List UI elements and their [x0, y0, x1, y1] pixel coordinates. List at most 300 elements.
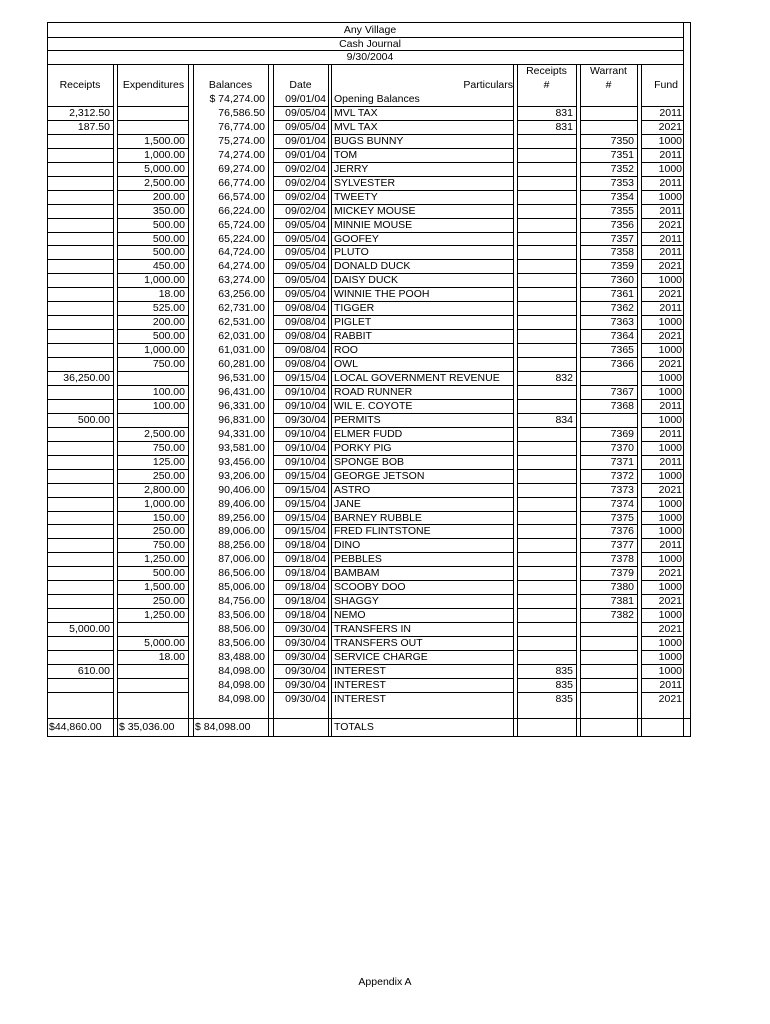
row-separator-warrant-number — [580, 678, 637, 679]
row-date-cell: 09/15/04 — [285, 497, 326, 510]
row-balance-cell: 90,406.00 — [218, 483, 265, 496]
row-fund-cell: 2021 — [658, 358, 682, 371]
row-separator-expenditures — [117, 636, 188, 637]
row-separator-receipts — [47, 106, 113, 107]
row-separator-date — [273, 622, 328, 623]
row-separator-receipt-number — [517, 315, 576, 316]
row-fund-cell: 2021 — [658, 218, 682, 231]
frame-right-outer-line — [690, 22, 691, 737]
row-warrant-number-cell: 7350 — [610, 134, 634, 147]
row-date-cell: 09/02/04 — [285, 162, 326, 175]
row-separator-expenditures — [117, 580, 188, 581]
row-receipt-number-cell: 832 — [555, 372, 573, 384]
row-separator-fund — [641, 594, 684, 595]
row-separator-particulars — [331, 245, 513, 246]
row-separator-warrant-number — [580, 636, 637, 637]
row-warrant-number-cell: 7353 — [610, 176, 634, 189]
row-particulars-cell: JERRY — [334, 162, 369, 175]
row-separator-expenditures — [117, 273, 188, 274]
row-balance-cell: 69,274.00 — [218, 162, 265, 175]
row-separator-particulars — [331, 190, 513, 191]
row-separator-particulars — [331, 441, 513, 442]
row-date-cell: 09/01/04 — [285, 134, 326, 147]
row-balance-cell: 74,274.00 — [218, 148, 265, 161]
row-separator-particulars — [331, 692, 513, 693]
row-separator-expenditures — [117, 148, 188, 149]
row-expenditures-cell: 5,000.00 — [144, 162, 185, 175]
row-separator-fund — [641, 552, 684, 553]
row-particulars-cell: GOOFEY — [334, 232, 379, 245]
row-balance-cell: 86,506.00 — [218, 567, 265, 580]
row-separator-particulars — [331, 273, 513, 274]
row-separator-particulars — [331, 287, 513, 288]
row-warrant-number-cell: 7370 — [610, 441, 634, 454]
row-separator-receipt-number — [517, 650, 576, 651]
row-warrant-number-cell: 7354 — [610, 190, 634, 203]
row-separator-particulars — [331, 566, 513, 567]
row-particulars-cell: PLUTO — [334, 246, 369, 259]
row-separator-receipt-number — [517, 636, 576, 637]
row-separator-date — [273, 455, 328, 456]
row-separator-particulars — [331, 580, 513, 581]
row-separator-receipts — [47, 329, 113, 330]
row-warrant-number-cell: 7382 — [610, 609, 634, 622]
row-receipts-cell: 2,312.50 — [69, 106, 110, 119]
row-separator-fund — [641, 483, 684, 484]
row-separator-expenditures — [117, 162, 188, 163]
row-separator-fund — [641, 427, 684, 428]
row-separator-expenditures — [117, 594, 188, 595]
row-separator-warrant-number — [580, 580, 637, 581]
row-balance-cell: 66,774.00 — [218, 176, 265, 189]
row-separator-fund — [641, 650, 684, 651]
column-line-receipts — [113, 64, 114, 736]
row-separator-receipts — [47, 134, 113, 135]
total-expenditures: $ 35,036.00 — [119, 721, 175, 733]
row-separator-receipts — [47, 511, 113, 512]
row-expenditures-cell: 500.00 — [152, 567, 185, 580]
row-fund-cell: 1000 — [658, 441, 682, 454]
row-separator-particulars — [331, 259, 513, 260]
row-warrant-number-cell: 7357 — [610, 232, 634, 245]
row-separator-date — [273, 650, 328, 651]
col-header-fund: Fund — [654, 79, 678, 91]
col-header-particulars: Particulars — [463, 79, 513, 91]
row-separator-warrant-number — [580, 538, 637, 539]
row-separator-warrant-number — [580, 566, 637, 567]
row-date-cell: 09/02/04 — [285, 190, 326, 203]
row-balance-cell: 89,406.00 — [218, 497, 265, 510]
row-separator-fund — [641, 148, 684, 149]
row-separator-expenditures — [117, 483, 188, 484]
row-separator-receipts — [47, 622, 113, 623]
row-receipts-cell: 500.00 — [77, 413, 110, 426]
row-separator-date — [273, 106, 328, 107]
row-separator-expenditures — [117, 357, 188, 358]
row-fund-cell: 1000 — [658, 372, 682, 384]
row-separator-receipt-number — [517, 441, 576, 442]
row-separator-fund — [641, 315, 684, 316]
row-separator-expenditures — [117, 664, 188, 665]
row-separator-fund — [641, 580, 684, 581]
row-separator-warrant-number — [580, 399, 637, 400]
row-separator-receipts — [47, 538, 113, 539]
row-separator-receipt-number — [517, 371, 576, 372]
row-separator-receipt-number — [517, 692, 576, 693]
row-separator-fund — [641, 204, 684, 205]
row-separator-receipt-number — [517, 148, 576, 149]
row-particulars-cell: SYLVESTER — [334, 176, 396, 189]
row-fund-cell: 2021 — [658, 330, 682, 343]
row-fund-cell: 2011 — [659, 106, 682, 119]
row-balance-cell: 83,506.00 — [218, 609, 265, 622]
row-separator-date — [273, 371, 328, 372]
col-header-expenditures: Expenditures — [122, 79, 185, 91]
row-separator-receipt-number — [517, 232, 576, 233]
row-particulars-cell: PORKY PIG — [334, 441, 392, 454]
col-header-receipt-number: Receipts — [526, 65, 567, 77]
journal-title: Cash Journal — [339, 38, 401, 50]
col-header-balances: Balances — [208, 79, 253, 91]
row-separator-warrant-number — [580, 245, 637, 246]
row-separator-expenditures — [117, 399, 188, 400]
column-line-fund-left — [641, 64, 642, 736]
row-balance-cell: 93,456.00 — [218, 455, 265, 468]
row-separator-particulars — [331, 176, 513, 177]
row-separator-receipts — [47, 204, 113, 205]
row-separator-particulars — [331, 483, 513, 484]
row-expenditures-cell: 100.00 — [152, 385, 185, 398]
row-date-cell: 09/18/04 — [285, 609, 326, 622]
row-particulars-cell: INTEREST — [334, 678, 386, 691]
row-date-cell: 09/10/04 — [285, 385, 326, 398]
row-expenditures-cell: 2,800.00 — [144, 483, 185, 496]
row-warrant-number-cell: 7372 — [610, 469, 634, 482]
row-separator-particulars — [331, 636, 513, 637]
row-separator-expenditures — [117, 427, 188, 428]
row-separator-fund — [641, 106, 684, 107]
row-separator-expenditures — [117, 538, 188, 539]
row-separator-warrant-number — [580, 622, 637, 623]
row-separator-receipts — [47, 650, 113, 651]
row-fund-cell: 2021 — [658, 623, 682, 636]
row-separator-receipts — [47, 608, 113, 609]
row-separator-date — [273, 287, 328, 288]
row-separator-warrant-number — [580, 273, 637, 274]
row-separator-expenditures — [117, 134, 188, 135]
row-separator-date — [273, 204, 328, 205]
row-separator-receipt-number — [517, 538, 576, 539]
row-separator-warrant-number — [580, 162, 637, 163]
row-balance-cell: 89,006.00 — [218, 525, 265, 538]
column-line-particulars-right — [513, 64, 514, 736]
row-balance-cell: 87,006.00 — [218, 553, 265, 566]
row-separator-receipt-number — [517, 190, 576, 191]
row-separator-date — [273, 469, 328, 470]
row-separator-fund — [641, 273, 684, 274]
row-particulars-cell: JANE — [334, 497, 361, 510]
row-separator-receipts — [47, 385, 113, 386]
row-separator-receipts — [47, 287, 113, 288]
row-balance-cell: 65,724.00 — [218, 218, 265, 231]
row-warrant-number-cell: 7355 — [610, 204, 634, 217]
column-line-date-left — [273, 64, 274, 736]
row-particulars-cell: MVL TAX — [334, 106, 378, 119]
row-separator-expenditures — [117, 232, 188, 233]
row-particulars-cell: NEMO — [334, 609, 366, 622]
row-particulars-cell: OWL — [334, 358, 358, 371]
row-expenditures-cell: 150.00 — [152, 511, 185, 524]
row-separator-expenditures — [117, 301, 188, 302]
row-particulars-cell: RABBIT — [334, 330, 372, 343]
column-line-receipt-number-left — [517, 64, 518, 736]
row-separator-receipts — [47, 497, 113, 498]
row-date-cell: 09/10/04 — [285, 455, 326, 468]
row-separator-date — [273, 357, 328, 358]
row-expenditures-cell: 200.00 — [152, 190, 185, 203]
row-particulars-cell: ROAD RUNNER — [334, 385, 413, 398]
row-expenditures-cell: 750.00 — [152, 358, 185, 371]
journal-date: 9/30/2004 — [346, 51, 394, 63]
row-separator-warrant-number — [580, 190, 637, 191]
row-particulars-cell: PERMITS — [334, 413, 381, 426]
row-fund-cell: 1000 — [658, 469, 682, 482]
row-particulars-cell: DAISY DUCK — [334, 274, 398, 287]
row-expenditures-cell: 1,000.00 — [144, 344, 185, 357]
row-fund-cell: 1000 — [658, 274, 682, 287]
totals-rule — [47, 718, 691, 719]
row-separator-receipts — [47, 357, 113, 358]
row-separator-warrant-number — [580, 427, 637, 428]
row-separator-fund — [641, 678, 684, 679]
row-separator-particulars — [331, 162, 513, 163]
row-expenditures-cell: 1,250.00 — [144, 609, 185, 622]
row-separator-receipts — [47, 469, 113, 470]
row-balance-cell: 64,724.00 — [218, 246, 265, 259]
row-separator-warrant-number — [580, 357, 637, 358]
row-expenditures-cell: 1,500.00 — [144, 134, 185, 147]
row-balance-cell: 63,274.00 — [218, 274, 265, 287]
row-separator-warrant-number — [580, 106, 637, 107]
row-fund-cell: 1000 — [658, 134, 682, 147]
row-separator-fund — [641, 497, 684, 498]
row-expenditures-cell: 1,000.00 — [144, 148, 185, 161]
row-particulars-cell: TRANSFERS OUT — [334, 637, 423, 650]
row-separator-date — [273, 636, 328, 637]
row-separator-receipts — [47, 664, 113, 665]
column-line-warrant-number-right — [637, 64, 638, 736]
row-separator-particulars — [331, 343, 513, 344]
row-separator-receipts — [47, 427, 113, 428]
row-balance-cell: 93,206.00 — [218, 469, 265, 482]
row-separator-expenditures — [117, 343, 188, 344]
row-balance-cell: 96,831.00 — [218, 413, 265, 426]
row-expenditures-cell: 125.00 — [152, 455, 185, 468]
row-particulars-cell: ROO — [334, 344, 358, 357]
col-header-receipt-hash: # — [543, 79, 550, 91]
row-particulars-cell: TOM — [334, 148, 358, 161]
row-separator-receipts — [47, 594, 113, 595]
row-separator-receipt-number — [517, 497, 576, 498]
row-receipt-number-cell: 835 — [555, 664, 573, 677]
row-separator-expenditures — [117, 692, 188, 693]
row-date-cell: 09/10/04 — [285, 399, 326, 412]
row-particulars-cell: SERVICE CHARGE — [334, 651, 428, 663]
row-separator-particulars — [331, 232, 513, 233]
row-balance-cell: 96,331.00 — [218, 399, 265, 412]
row-separator-fund — [641, 511, 684, 512]
row-separator-particulars — [331, 608, 513, 609]
row-separator-particulars — [331, 371, 513, 372]
row-date-cell: 09/02/04 — [285, 176, 326, 189]
row-date-cell: 09/05/04 — [285, 106, 326, 119]
column-line-expenditures-left — [117, 64, 118, 736]
row-date-cell: 09/18/04 — [285, 581, 326, 594]
row-separator-receipt-number — [517, 273, 576, 274]
row-separator-expenditures — [117, 259, 188, 260]
row-particulars-cell: INTEREST — [334, 664, 386, 677]
row-separator-expenditures — [117, 622, 188, 623]
column-line-balances-right — [268, 64, 269, 736]
row-separator-particulars — [331, 315, 513, 316]
row-separator-warrant-number — [580, 120, 637, 121]
row-separator-warrant-number — [580, 134, 637, 135]
col-header-warrant-number: Warrant — [590, 65, 627, 77]
row-balance-cell: 83,488.00 — [218, 651, 265, 663]
column-line-expenditures-right — [188, 64, 189, 736]
row-separator-warrant-number — [580, 497, 637, 498]
row-separator-receipt-number — [517, 580, 576, 581]
row-separator-warrant-number — [580, 287, 637, 288]
row-expenditures-cell: 750.00 — [152, 441, 185, 454]
row-warrant-number-cell: 7375 — [610, 511, 634, 524]
row-fund-cell: 2011 — [659, 455, 682, 468]
row-fund-cell: 2011 — [659, 302, 682, 315]
row-separator-receipts — [47, 580, 113, 581]
row-separator-particulars — [331, 329, 513, 330]
row-particulars-cell: TRANSFERS IN — [334, 623, 412, 636]
row-warrant-number-cell: 7369 — [610, 427, 634, 440]
row-expenditures-cell: 450.00 — [152, 260, 185, 273]
row-separator-receipts — [47, 273, 113, 274]
col-header-receipts: Receipts — [59, 79, 101, 91]
row-particulars-cell: MICKEY MOUSE — [334, 204, 416, 217]
row-warrant-number-cell: 7380 — [610, 581, 634, 594]
row-receipt-number-cell: 835 — [555, 678, 573, 691]
col-header-date: Date — [289, 79, 312, 91]
row-fund-cell: 2021 — [658, 120, 682, 133]
row-fund-cell: 2021 — [658, 260, 682, 273]
row-separator-receipt-number — [517, 385, 576, 386]
row-separator-expenditures — [117, 552, 188, 553]
row-particulars-cell: FRED FLINTSTONE — [334, 525, 431, 538]
row-warrant-number-cell: 7366 — [610, 358, 634, 371]
total-balances: $ 84,098.00 — [195, 721, 251, 733]
row-separator-fund — [641, 469, 684, 470]
row-separator-date — [273, 148, 328, 149]
row-separator-receipt-number — [517, 413, 576, 414]
row-date-cell: 09/30/04 — [285, 664, 326, 677]
row-date-cell: 09/05/04 — [285, 246, 326, 259]
row-separator-fund — [641, 134, 684, 135]
row-fund-cell: 1000 — [658, 190, 682, 203]
row-balance-cell: 83,506.00 — [218, 637, 265, 650]
row-separator-warrant-number — [580, 385, 637, 386]
row-separator-date — [273, 511, 328, 512]
row-separator-expenditures — [117, 511, 188, 512]
row-separator-date — [273, 162, 328, 163]
row-separator-expenditures — [117, 678, 188, 679]
row-separator-receipt-number — [517, 455, 576, 456]
row-separator-receipts — [47, 678, 113, 679]
row-separator-fund — [641, 232, 684, 233]
row-date-cell: 09/30/04 — [285, 651, 326, 663]
row-separator-receipt-number — [517, 678, 576, 679]
row-particulars-cell: PEBBLES — [334, 553, 382, 566]
row-separator-warrant-number — [580, 371, 637, 372]
row-expenditures-cell: 18.00 — [158, 651, 185, 663]
row-particulars-cell: ELMER FUDD — [334, 427, 403, 440]
row-expenditures-cell: 100.00 — [152, 399, 185, 412]
row-separator-fund — [641, 301, 684, 302]
row-expenditures-cell: 5,000.00 — [144, 637, 185, 650]
row-balance-cell: 65,224.00 — [218, 232, 265, 245]
row-separator-expenditures — [117, 385, 188, 386]
row-date-cell: 09/15/04 — [285, 372, 326, 384]
row-separator-particulars — [331, 204, 513, 205]
row-separator-fund — [641, 343, 684, 344]
row-separator-receipt-number — [517, 120, 576, 121]
row-warrant-number-cell: 7381 — [610, 595, 634, 608]
row-separator-receipt-number — [517, 204, 576, 205]
row-separator-receipts — [47, 413, 113, 414]
row-particulars-cell: DONALD DUCK — [334, 260, 411, 273]
row-particulars-cell: TWEETY — [334, 190, 378, 203]
row-separator-expenditures — [117, 455, 188, 456]
row-separator-expenditures — [117, 497, 188, 498]
row-separator-fund — [641, 245, 684, 246]
column-line-receipt-number-right — [576, 64, 577, 736]
row-fund-cell: 1000 — [658, 511, 682, 524]
row-separator-warrant-number — [580, 176, 637, 177]
row-separator-warrant-number — [580, 218, 637, 219]
row-balance-cell: 63,256.00 — [218, 288, 265, 301]
row-fund-cell: 2021 — [658, 595, 682, 608]
row-separator-receipts — [47, 343, 113, 344]
row-warrant-number-cell: 7360 — [610, 274, 634, 287]
row-separator-receipt-number — [517, 106, 576, 107]
row-separator-receipts — [47, 162, 113, 163]
column-line-particulars-left — [331, 64, 332, 736]
row-separator-fund — [641, 357, 684, 358]
row-separator-warrant-number — [580, 650, 637, 651]
row-separator-receipt-number — [517, 162, 576, 163]
row-expenditures-cell: 2,500.00 — [144, 176, 185, 189]
row-separator-particulars — [331, 650, 513, 651]
row-separator-fund — [641, 524, 684, 525]
row-expenditures-cell: 350.00 — [152, 204, 185, 217]
row-separator-receipts — [47, 301, 113, 302]
row-separator-receipt-number — [517, 469, 576, 470]
row-separator-expenditures — [117, 524, 188, 525]
row-separator-particulars — [331, 218, 513, 219]
row-separator-receipt-number — [517, 287, 576, 288]
row-separator-fund — [641, 566, 684, 567]
row-date-cell: 09/05/04 — [285, 274, 326, 287]
row-fund-cell: 1000 — [658, 497, 682, 510]
row-separator-date — [273, 273, 328, 274]
row-separator-receipt-number — [517, 594, 576, 595]
